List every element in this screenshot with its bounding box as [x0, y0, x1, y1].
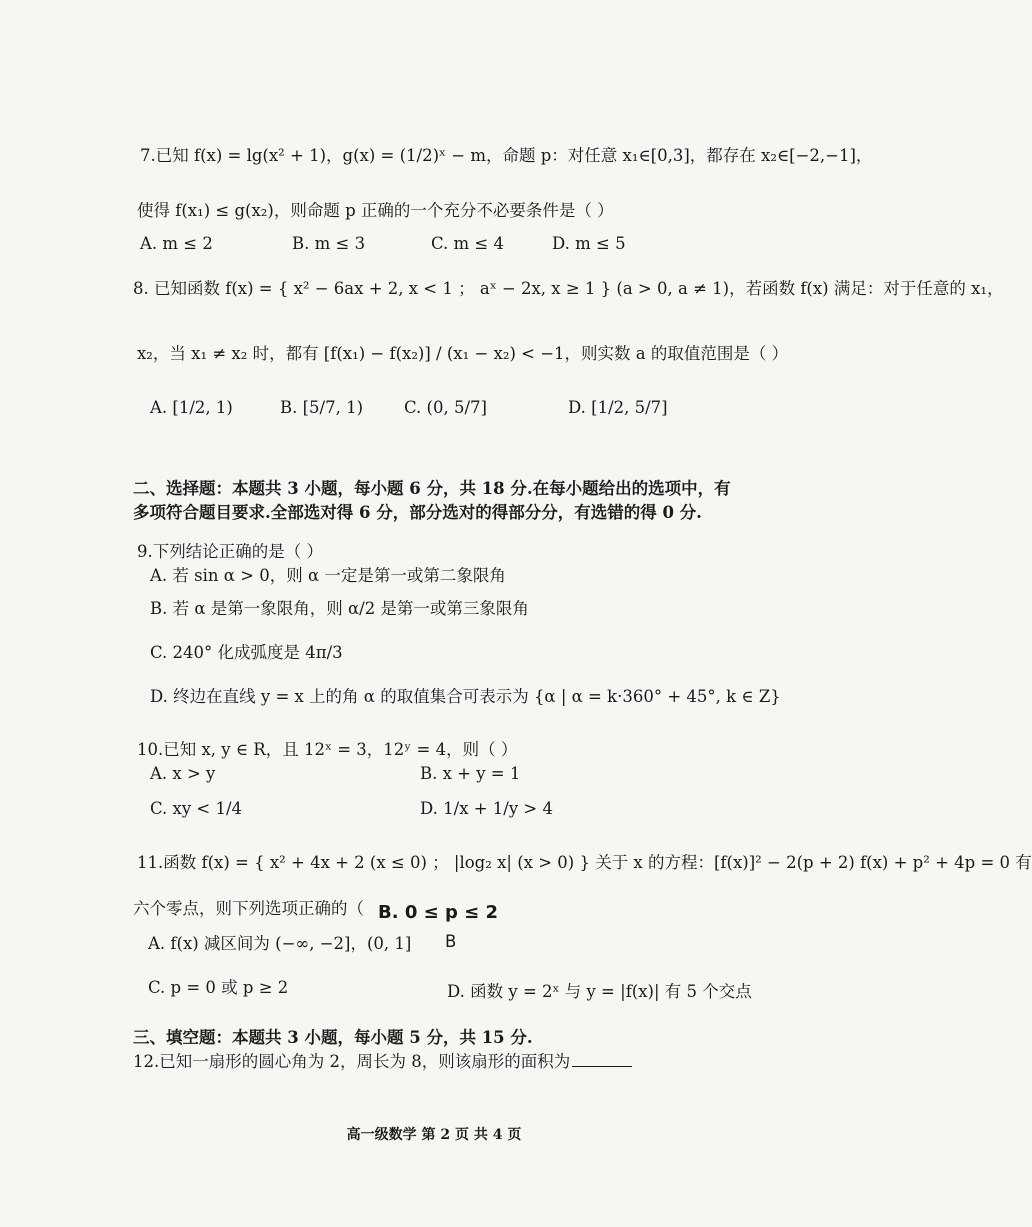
q11-option-d: D. 函数 y = 2ˣ 与 y = |f(x)| 有 5 个交点	[447, 982, 752, 1001]
q11-stray-b: B	[445, 932, 457, 951]
section2-heading-line2: 多项符合题目要求.全部选对得 6 分，部分选对的得部分分，有选错的得 0 分.	[133, 503, 702, 522]
q10-option-c: C. xy < 1/4	[150, 799, 243, 818]
q8-option-d: D. [1/2, 5/7]	[568, 398, 668, 417]
page-footer: 高一级数学 第 2 页 共 4 页	[346, 1127, 522, 1143]
q7-line2: 使得 f(x₁) ≤ g(x₂)，则命题 p 正确的一个充分不必要条件是（ ）	[137, 201, 614, 220]
q10-option-d: D. 1/x + 1/y > 4	[420, 799, 553, 818]
q7-option-a: A. m ≤ 2	[140, 234, 213, 253]
q12-answer-blank	[572, 1065, 632, 1067]
q11-line2: 六个零点，则下列选项正确的（	[133, 899, 364, 918]
q8-option-c: C. (0, 5/7]	[404, 398, 487, 417]
q10-option-b: B. x + y = 1	[420, 764, 521, 783]
q7-option-d: D. m ≤ 5	[552, 234, 626, 253]
q9-option-d: D. 终边在直线 y = x 上的角 α 的取值集合可表示为 {α | α = k·360° + 45°, k ∈ Z}	[150, 687, 781, 706]
q11-option-a: A. f(x) 减区间为 (−∞, −2]，(0, 1]	[148, 934, 412, 953]
q10-option-a: A. x > y	[150, 764, 216, 783]
q8-option-b: B. [5/7, 1)	[280, 398, 364, 417]
section2-heading-line1: 二、选择题：本题共 3 小题，每小题 6 分，共 18 分.在每小题给出的选项中，有	[133, 479, 731, 498]
q10-stem: 10.已知 x, y ∈ R，且 12ˣ = 3，12ʸ = 4，则（ ）	[137, 740, 518, 759]
q9-option-c: C. 240° 化成弧度是 4π/3	[150, 643, 343, 662]
q7-option-b: B. m ≤ 3	[292, 234, 366, 253]
q9-option-b: B. 若 α 是第一象限角，则 α/2 是第一或第三象限角	[150, 599, 529, 618]
q11-line1: 11.函数 f(x) = { x² + 4x + 2 (x ≤ 0) ； |log₂ x| (x > 0) } 关于 x 的方程：[f(x)]² − 2(p + 2) f(x) + p² + 4p = 0 有	[137, 853, 1032, 872]
q9-stem: 9.下列结论正确的是（ ）	[137, 542, 323, 561]
q12-text: 12.已知一扇形的圆心角为 2，周长为 8，则该扇形的面积为	[133, 1052, 571, 1071]
q11-option-c: C. p = 0 或 p ≥ 2	[148, 978, 289, 997]
q11-overlay-option-b: B. 0 ≤ p ≤ 2	[378, 902, 498, 923]
q8-line1: 8. 已知函数 f(x) = { x² − 6ax + 2, x < 1 ； aˣ − 2x, x ≥ 1 } (a > 0, a ≠ 1)，若函数 f(x) 满足：对于任意的 x₁，	[133, 279, 1004, 298]
section3-heading: 三、填空题：本题共 3 小题，每小题 5 分，共 15 分.	[133, 1028, 533, 1047]
q7-option-c: C. m ≤ 4	[431, 234, 504, 253]
q8-option-a: A. [1/2, 1)	[150, 398, 233, 417]
q8-line2: x₂，当 x₁ ≠ x₂ 时，都有 [f(x₁) − f(x₂)] / (x₁ − x₂) < −1，则实数 a 的取值范围是（ ）	[137, 344, 789, 363]
q9-option-a: A. 若 sin α > 0，则 α 一定是第一或第二象限角	[150, 566, 506, 585]
q12-stem	[133, 1051, 632, 1073]
q7-line1: 7.已知 f(x) = lg(x² + 1)，g(x) = (1/2)ˣ − m，命题 p：对任意 x₁∈[0,3]，都存在 x₂∈[−2,−1]，	[140, 146, 873, 165]
